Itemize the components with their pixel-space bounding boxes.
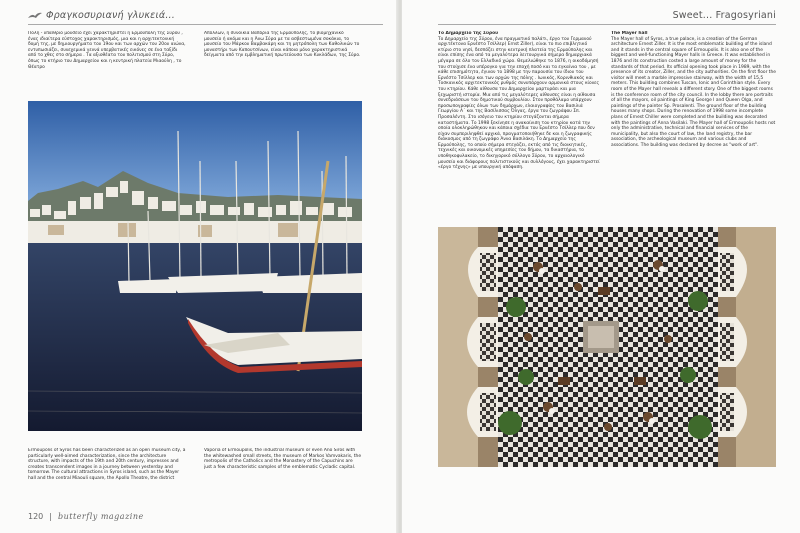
left-header: [28, 10, 175, 21]
english-article-body: The Mayer hall of Syros, a true palace, is a creation of the German architecture Ernest Ziller. It is the most emblematic building of the island and it stands in the central square of Ermoupolis. It is also one of the biggest and well-functioning Mayer halls in Greece. It was established in 1876 and its construction costed a large amount of money for the standards of that period. Its official opening took place in 1989, with the presence of its creator, Ziller, and the city authorities. On the first floor the visitor will meet a marble impressive stairway, with the width of 15,5 meters. This building combines Tuscan, Ionic and Corinthian style. Every room of the Mayer hall reveals a different story. One of the biggest rooms is the conference room of the city council. In the lobby there are portraits of all the mayors, oil paintings of King George I and Queen Olga, and paintings of the painter Sp. Prosalenti. The ground floor of the building houses many shops. During the renovation of 1998 some incomplete plans of Ernest Chiller were completed and the building was decorated with the paintings of Anna Vasilaki. The Mayer hall of Ermoupolis hosts not only the administrative, technical and financial services of the municipality, but also the court of law, the land registry, the bar association, the archeological museum and various clubs and associations. The building was declared by decree as "work of art".: [611, 36, 776, 148]
page-footer: [28, 512, 144, 521]
left-page: [0, 0, 398, 533]
bird-icon: [28, 12, 42, 20]
greek-article-column: [438, 31, 600, 223]
english-intro-column-1: Ermoupolis of Syros has been characterized as an open museum city, a particularly well-aimed characterization, since the architecture structure, with impacts of the 19th and 20th century, impresses and creates transcendent images in a journey between yesterday and tomorrow. The cultural attractions in Syros island, such as the Mayer hall and the central Miaouli square, the Apollo Theatre, the district: [28, 448, 186, 481]
greek-article-body: Το Δημαρχείο της Σύρου, ένα πραγματικό παλάτι, έργο του Γερμανού αρχιτέκτονα Ερνέστο Τσίλλερ( Ernst Ziller), είναι το πιο επιβλητικό κτίριο στο νησί, δεσπόζει στην κεντρική πλατεία της Ερμούπολης και είναι επίσης ένα από τα μεγαλύτερα λειτουργικά σήμερα δημαρχιακά μέγαρα σε όλο τον Ελλαδικό χώρο. Θεμελιώθηκε το 1876, η οικοδόμησή του στοίχισε ένα υπέρογκο για την εποχή ποσό και τα εγκαίνια του , με κάθε επισημότητα, έγιναν το 1898 με την παρουσία του ίδιου του Ερνέστο Τσίλλερ και των αρχών της πόλης . Ιωνικός, Κορινθιακός και Τοσκανικός αρχιτεκτονικός ρυθμός συνυπάρχουν αρμονικά στους κίονες του κτηρίου. Κάθε αίθουσα του Δημαρχείου μαρτυράει και μια ξεχωριστή ιστορία. Μια από τις μεγαλύτερες αίθουσες είναι η αίθουσα συνεδριάσεων του δημοτικού συμβουλίου. Στον προθάλαμο υπάρχουν προσωπογραφίες όλων των δημάρχων, ελαιογραφίες του Βασιλιά Γεωργίου Α΄ και της Βασίλισσας Όλγας, έργα του ζωγράφου Σπ. Προσαλέντη. Στο ισόγειο του κτηρίου στεγάζονται σήμερα καταστήματα. Το 1998 ξεκίνησε η ανακαίνιση του κτηρίου κατά την οποία ολοκληρώθηκαν και κάποια σχέδια του Ερνέστο Τσίλλερ που δεν είχαν συμπεριληφθεί αρχικά, πραγματοποιήθηκε δε και η ζωγραφικής διάκοσμος από τη ζωγράφο Άννα Βασιλάκη. Το Δημαρχείο της Ερμούπολης, το οποίο σήμερα στεγάζει, εκτός από τις διοικητικές, τεχνικές και οικονομικές υπηρεσίες του δήμου, τα δικαστήρια, το υποθηκοφυλακείο, το δικηγορικό σύλλογο Σύρου, το αρχαιολογικό μουσείο και διάφορους πολιτιστικούς και συλλόγους, έχει χαρακτηριστεί «έργο τέχνης» με υπουργική απόφαση.: [438, 36, 600, 171]
harbour-photo: [28, 101, 362, 431]
right-page-title: Sweet... Fragosyriani: [672, 10, 776, 21]
page-number: 120: [28, 512, 44, 521]
english-article-heading: The Mayer hall: [611, 31, 648, 36]
greek-article-heading: Το Δημαρχείο της Σύρου: [438, 31, 499, 36]
english-article-column: [611, 31, 776, 223]
english-intro-column-2: Vaporia of Ermoupolis, the industrial museum or even Ano Siros with the whitewashed small streets, the museum of Markos Vamvakaris, the metropolis of the Catholics and the Monastery of the Capuchins are just a few characteristic samples of the emblematic Cycladic capital.: [204, 448, 362, 470]
greek-intro-column-2: Απόλλων, η συνοικία Βαπόρια της Ερμούπολης, το βιομηχανικό μουσείο ή ακόμα και η Άνω Σύρα με τα ασβεστωμένα σοκάκια, το μουσείο του Μάρκου Βαμβακάρη και τη μητρόπολη των Καθολικών το μοναστήρι των Καπουτσίνων, είναι κάποια μόνο χαρακτηριστικά δείγματα από την εμβληματική πρωτεύουσα των Κυκλάδων, της Σύρο.: [204, 31, 361, 59]
harbour-illustration: [28, 101, 362, 431]
atrium-illustration: [438, 227, 776, 467]
left-page-title: Φραγκοσυριανή γλυκειά...: [46, 10, 175, 21]
greek-intro-column-1: Πολη - υπαίθριο μουσείο έχει χαρακτηριστεί η Ερμούπολη της Σύρου , ένας ιδιαίτερα εύστοχος χαρακτηρισμός, μια και η αρχιτεκτονική δομή της, με δημιουργήματα του 19ου και των αρχών του 20ου αιώνα, εντυπωσιάζει, συνεχεμικά γεννά υπερβατικές εικόνες σε ένα ταξίδι από το χθες στο σήμερα . Τα αξιοθέατα του πολιτισμού στη Σύρο, όπως το κτήριο του Δημαρχείου και η κεντρική πλατεία Μιαούλη , το Θέατρο: [28, 31, 186, 70]
header-divider-right: [438, 24, 776, 25]
footer-separator: |: [49, 512, 52, 521]
magazine-name: butterfly magazine: [57, 512, 144, 521]
header-divider: [28, 24, 383, 25]
mayer-hall-atrium-photo: [438, 227, 776, 467]
